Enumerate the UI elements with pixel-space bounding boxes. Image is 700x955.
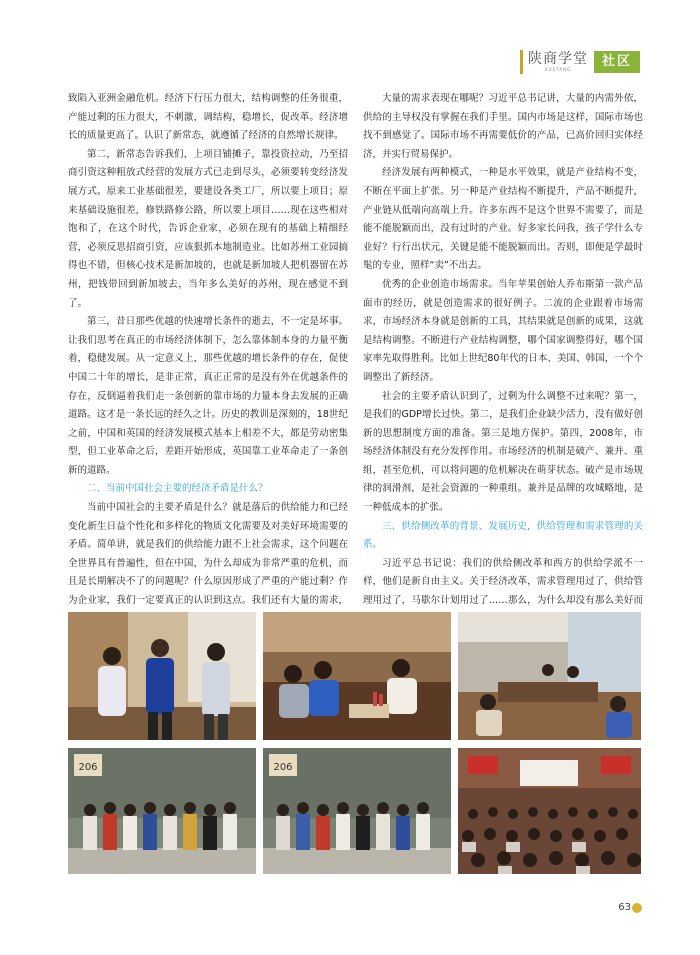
section-heading: 三、供给侧改革的背景、发展历史，供给管理和需求管理的关系。 — [363, 520, 643, 551]
body-paragraph: 致陷入亚洲金融危机。经济下行压力很大，结构调整的任务很重，产能过剩的压力很大，不刺激，调结构，稳增长，促改革。经济增长的质量更高了。认识了新常态，就遵循了经济的自然增长规律。 — [68, 93, 348, 142]
photo-lecture-hall — [458, 748, 641, 874]
page-number — [618, 902, 642, 913]
masthead — [520, 48, 640, 76]
article-column-left — [68, 90, 348, 629]
masthead-text — [528, 52, 588, 72]
building-number-sign: 206 — [273, 762, 293, 773]
body-paragraph: 第三，昔日那些优越的快速增长条件的逝去，不一定是坏事。让我们思考在真正的市场经济体制下，怎么靠体制本身的力量平衡着，稳健发展。从一定意义上，那些优越的增长条件的存在，促使中国二十年的增长，是非正常，真正正常的是没有外在优越条件的存在，反倒逼着我们走一条创新的靠市场的力量本身去发展的正确道路。这才是一条长远的经久之计。历史的教训是深刻的，18世纪之前，中国和英国的经济发展模式基本上相差不大，都是劳动密集型，但工业革命之后，差距开始形成，英国靠工业革命走了一条创新的道路。 — [68, 316, 348, 476]
masthead-badge: 社区 — [594, 51, 640, 73]
page-number-dot-icon — [632, 903, 642, 913]
photo-sofa-meeting — [263, 612, 451, 740]
body-paragraph: 第二，新常态告诉我们，上项目铺摊子，靠投资拉动，乃至招商引资这种粗放式经营的发展方式已走到尽头，必须要转变经济发展方式。原来工业基础很差，要建设各类工厂，所以要上项目；原来基础设施很差，修铁路修公路，所以要上项目……现在这些相对饱和了，在这个时代，告诉企业家，必须在现有的基础上精细经营，必须反思招商引资，应该狠抓本地制造业。比如苏州工业园搞得也不错，但核心技术是新加坡的，也就是新加坡人把机器留在苏州，把钱带回到新加坡去，当年多么美好的苏州，现在感觉不到了。 — [68, 148, 348, 309]
photo-group-outdoor-1 — [68, 748, 256, 874]
building-number-sign: 206 — [78, 762, 98, 773]
photo-visitors-indoor — [68, 612, 256, 740]
body-paragraph: 习近平总书记说：我们的供给侧改革和西方的供给学派不一样，他们是新自由主义。关于经济改革，需求管理用过了，供给管理用过了，马歇尔计划用过了……那么，为什么却没有那么美好而 — [363, 557, 643, 607]
section-heading: 二、当前中国社会主要的经济矛盾是什么？ — [87, 483, 268, 495]
article-column-right — [363, 90, 643, 629]
masthead-accent-bar — [520, 50, 523, 74]
body-paragraph: 当前中国社会的主要矛盾是什么？就是落后的供给能力和已经变化新生日益个性化和多样化的物质文化需要及对美好环境需要的矛盾。简单讲，就是我们的供给能力跟不上社会需求，这个问题在全世界具有普遍性，但在中国，为什么却成为非常严重的危机，而且是长期解决不了的问题呢？什么原因形成了严重的产能过剩？作为企业家，我们一定要真正的认识到这点。我们还有大量的需求， — [68, 502, 348, 607]
body-paragraph: 优秀的企业创造市场需求。当年苹果创始人乔布斯第一款产品面市的经历，就是创造需求的很好例子。二流的企业跟着市场需求，市场经济本身就是创新的工具，其结果就是创新的成果，这就是结构调整。不断进行产业结构调整，哪个国家调整得好，哪个国家率先取得胜利。比如上世纪80年代的日本、美国、韩国，一个个调整出了新经济。 — [363, 278, 643, 383]
photo-conference-room — [458, 612, 641, 740]
body-paragraph: 社会的主要矛盾认识到了，过剩为什么调整不过来呢？第一，是我们的GDP增长过快。第二，是我们企业缺少活力，没有做好创新的思想制度方面的准备。第三是地方保护。第四，2008年，市场经济体制没有充分发挥作用。市场经济的机制是破产、兼并、重组，甚至危机，可以将问题的危机解决在萌芽状态。破产是市场规律的润滑剂，是社会资源的一种重组。兼并是品牌的攻城略地，是一种低成本的扩张。 — [363, 390, 643, 514]
masthead-title: 陕商学堂 — [527, 51, 588, 67]
body-paragraph: 经济发展有两种模式，一种是水平效果，就是产业结构不变，不断在平面上扩张。另一种是产业结构不断提升，产品不断提升，产业链从低端向高端上升。许多东西不是这个世界不需要了，而是能不能脱颖而出，没有过时的产业。好多家长问我，孩子学什么专业好？行行出状元，关键是能不能脱颖而出。否则，即便是学最时髦的专业，照样“卖”不出去。 — [363, 167, 643, 272]
photo-group-outdoor-2 — [263, 748, 451, 874]
masthead-pinyin: XUETANG — [544, 67, 572, 72]
body-paragraph: 大量的需求表现在哪呢？习近平总书记讲，大量的内需外依，供给的主导权没有掌握在我们手里。国内市场是这样，国际市场也找不到感觉了。国际市场不再需要低价的产品，已高价回归实体经济，并实行贸易保护。 — [363, 93, 643, 160]
page-number-text: 63 — [618, 902, 631, 913]
photo-grid — [68, 612, 641, 874]
